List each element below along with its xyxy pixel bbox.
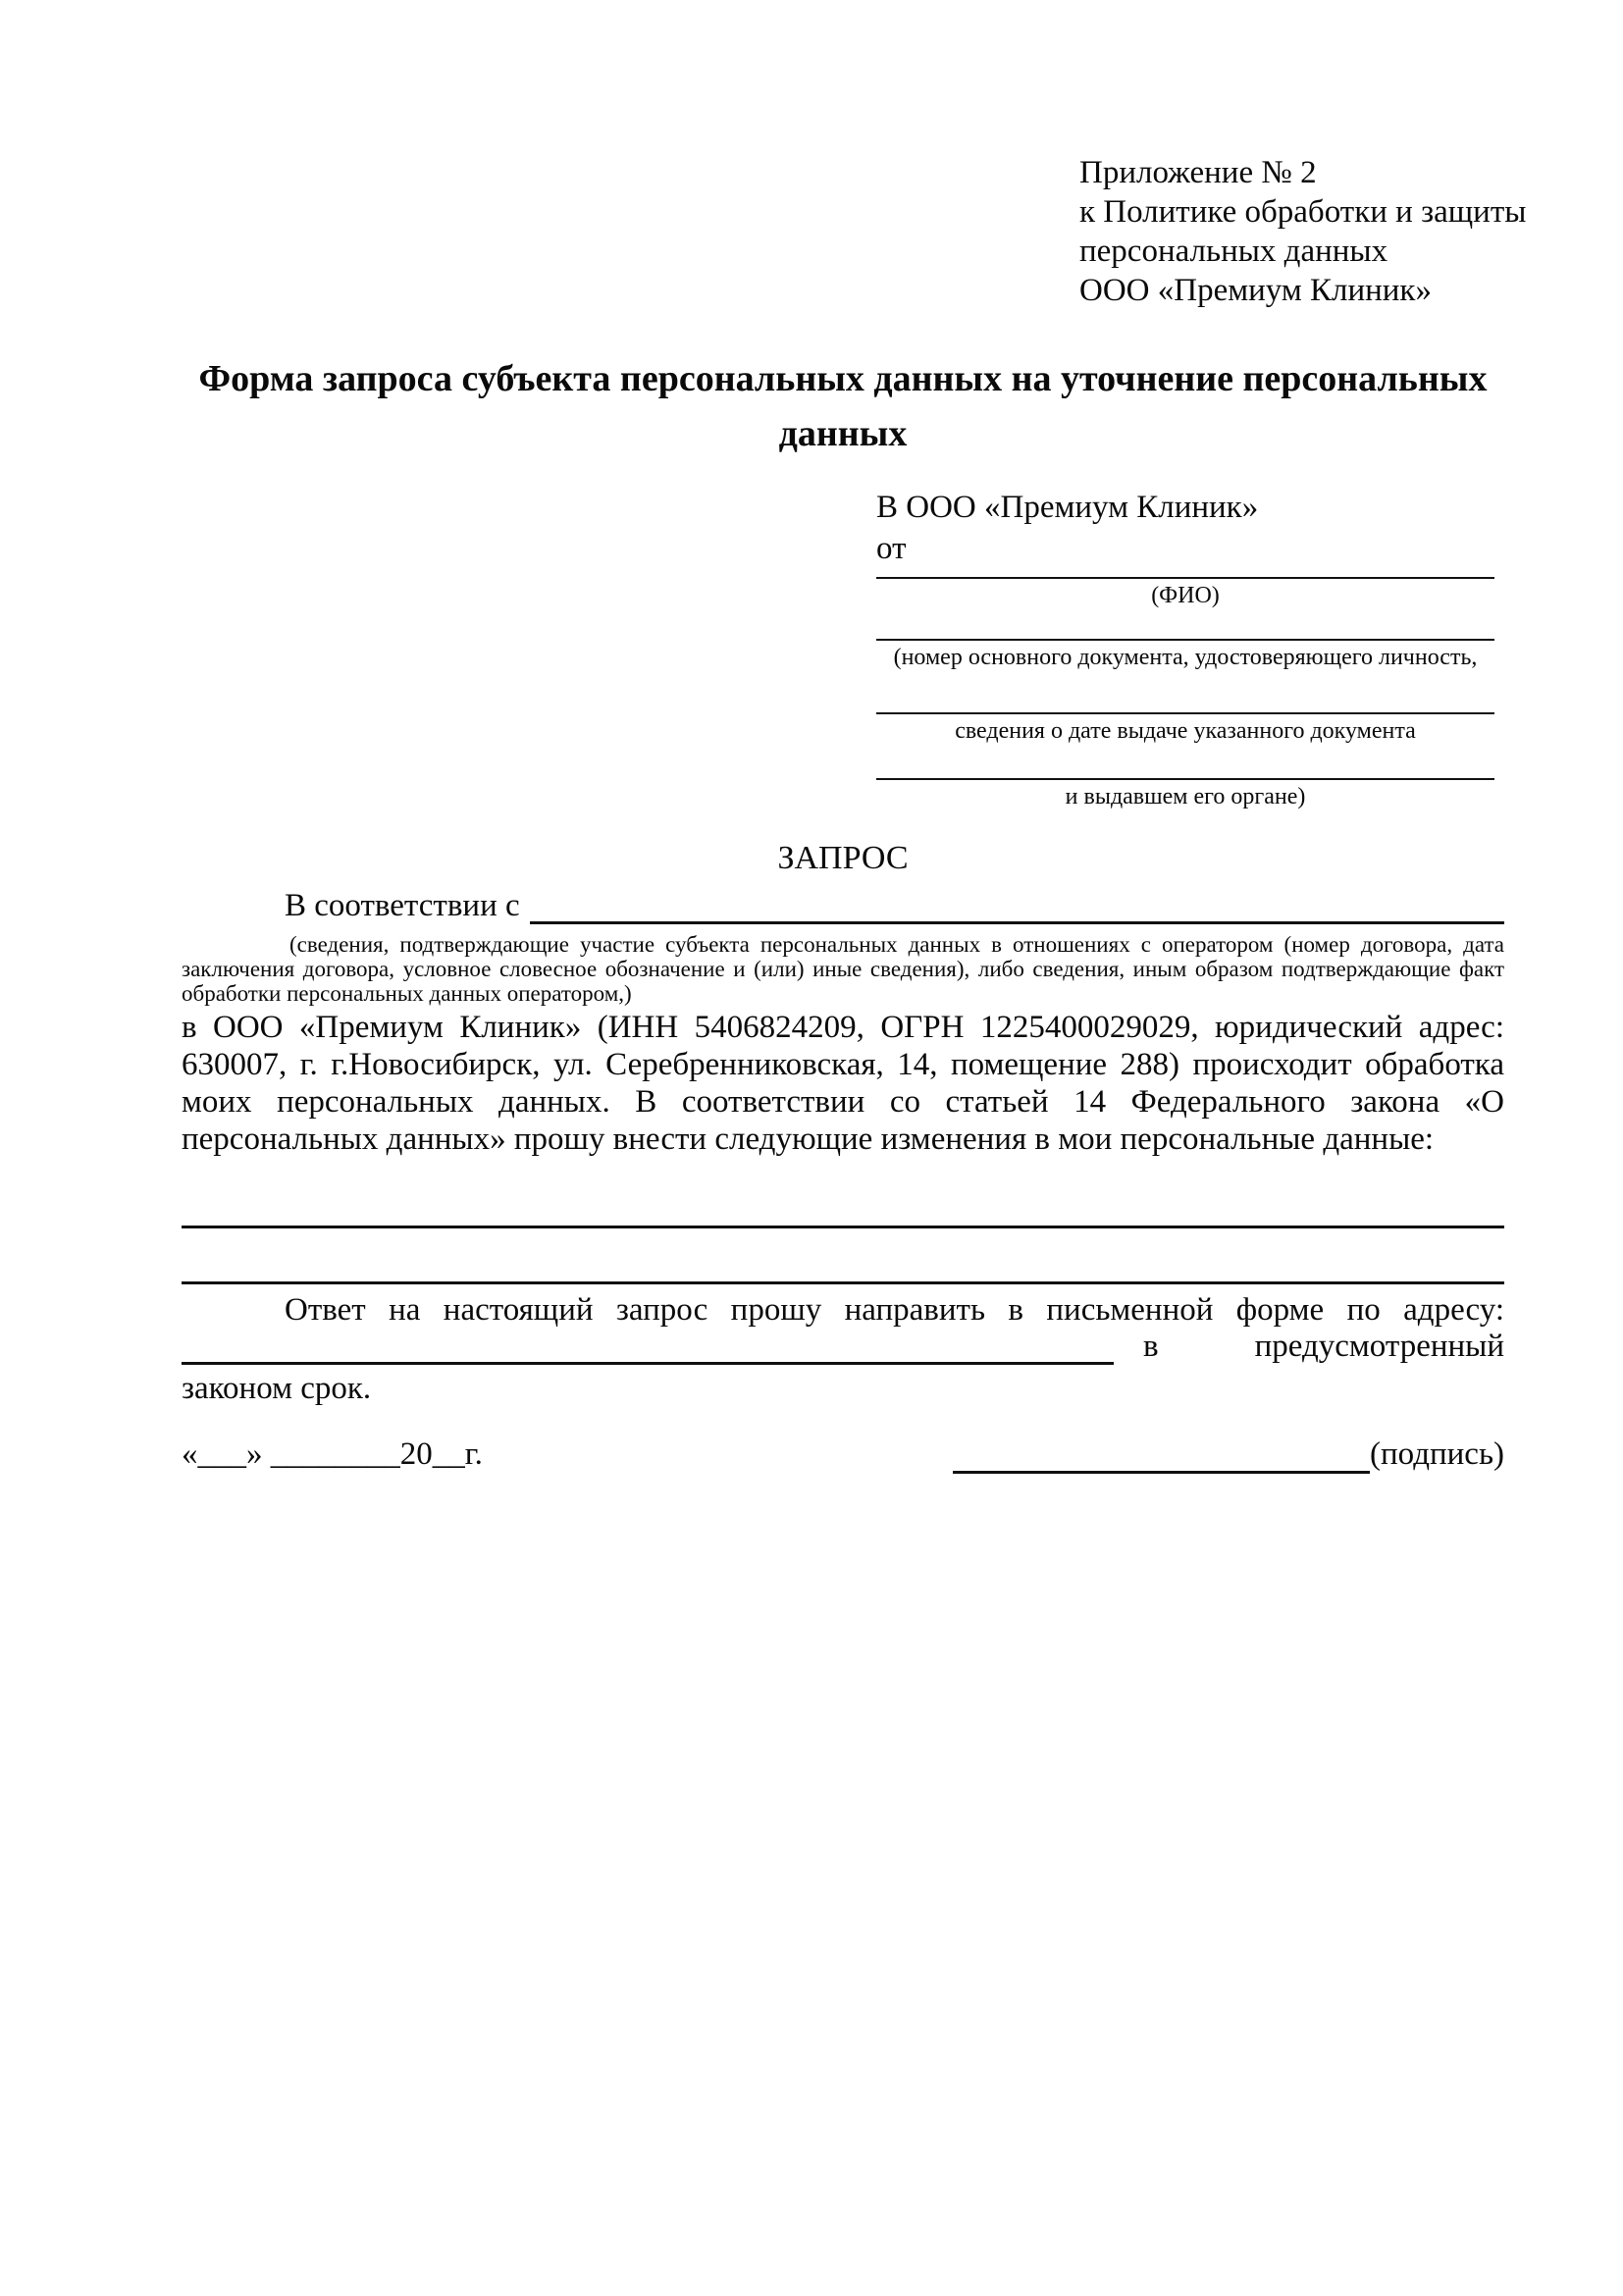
issuing-authority-caption: и выдавшем его органе)	[1065, 784, 1306, 809]
changes-blank-line	[182, 1226, 1504, 1228]
document-number-caption: (номер основного документа, удостоверяющего личность,	[893, 645, 1478, 670]
reply-tail-word: предусмотренный	[1254, 1329, 1504, 1364]
reply-end-text: законом срок.	[182, 1371, 372, 1406]
changes-blank-line	[182, 1281, 1504, 1284]
issue-date-blank-field	[876, 712, 1494, 745]
document-title: Форма запроса субъекта персональных данных на уточнение персональных данных	[198, 358, 1488, 454]
signature-caption: (подпись)	[1370, 1436, 1504, 1472]
reply-address-line	[182, 1327, 1504, 1365]
addressee-organization: В ООО «Премиум Клиник»	[876, 490, 1259, 525]
fine-print-note: (сведения, подтверждающие участие субъекта персональных данных в отношениях с оператором (номер договора, дата заключения договора, условное словесное обозначение и (или) иные сведения), либо сведения, иным образом подтверждающие факт обработки персональных данных оператором,)	[182, 932, 1504, 1006]
document-number-blank-field	[876, 639, 1494, 671]
issue-date-caption: сведения о дате выдаче указанного документа	[955, 718, 1416, 744]
appendix-reference-line: ООО «Премиум Клиник»	[1079, 273, 1432, 308]
reply-tail-word: в	[1143, 1329, 1159, 1364]
address-blank-line	[182, 1327, 1114, 1365]
appendix-reference	[1079, 153, 1541, 310]
date-signature-row	[182, 1435, 1504, 1474]
request-heading: ЗАПРОС	[777, 840, 909, 876]
addressee-from-label: от	[876, 531, 907, 566]
request-body-paragraph: в ООО «Премиум Клиник» (ИНН 5406824209, ОГРН 1225400029029, юридический адрес: 630007, г. г.Новосибирск, ул. Серебренниковская, 14, помещение 288) происходит обработка моих персональных данных. В соответствии со статьей 14 Федерального закона «О персональных данных» прошу внести следующие изменения в мои персональные данные:	[182, 1010, 1504, 1157]
fio-blank-field	[876, 577, 1494, 609]
accordance-prefix: В соответствии с	[285, 888, 520, 923]
addressee-block	[876, 487, 1494, 810]
appendix-reference-line: персональных данных	[1079, 234, 1388, 269]
reply-sentence: Ответ на настоящий запрос прошу направить в письменной форме по адресу:	[285, 1292, 1504, 1328]
accordance-line	[182, 886, 1504, 925]
issuing-authority-blank-field	[876, 778, 1494, 810]
date-blank-line: «___» ________20__г.	[182, 1436, 483, 1472]
appendix-reference-line: к Политике обработки и защиты	[1079, 194, 1527, 230]
signature-blank-line	[953, 1435, 1370, 1474]
fio-caption: (ФИО)	[1151, 583, 1220, 608]
accordance-blank-line	[530, 886, 1504, 924]
appendix-reference-line: Приложение № 2	[1079, 155, 1317, 190]
